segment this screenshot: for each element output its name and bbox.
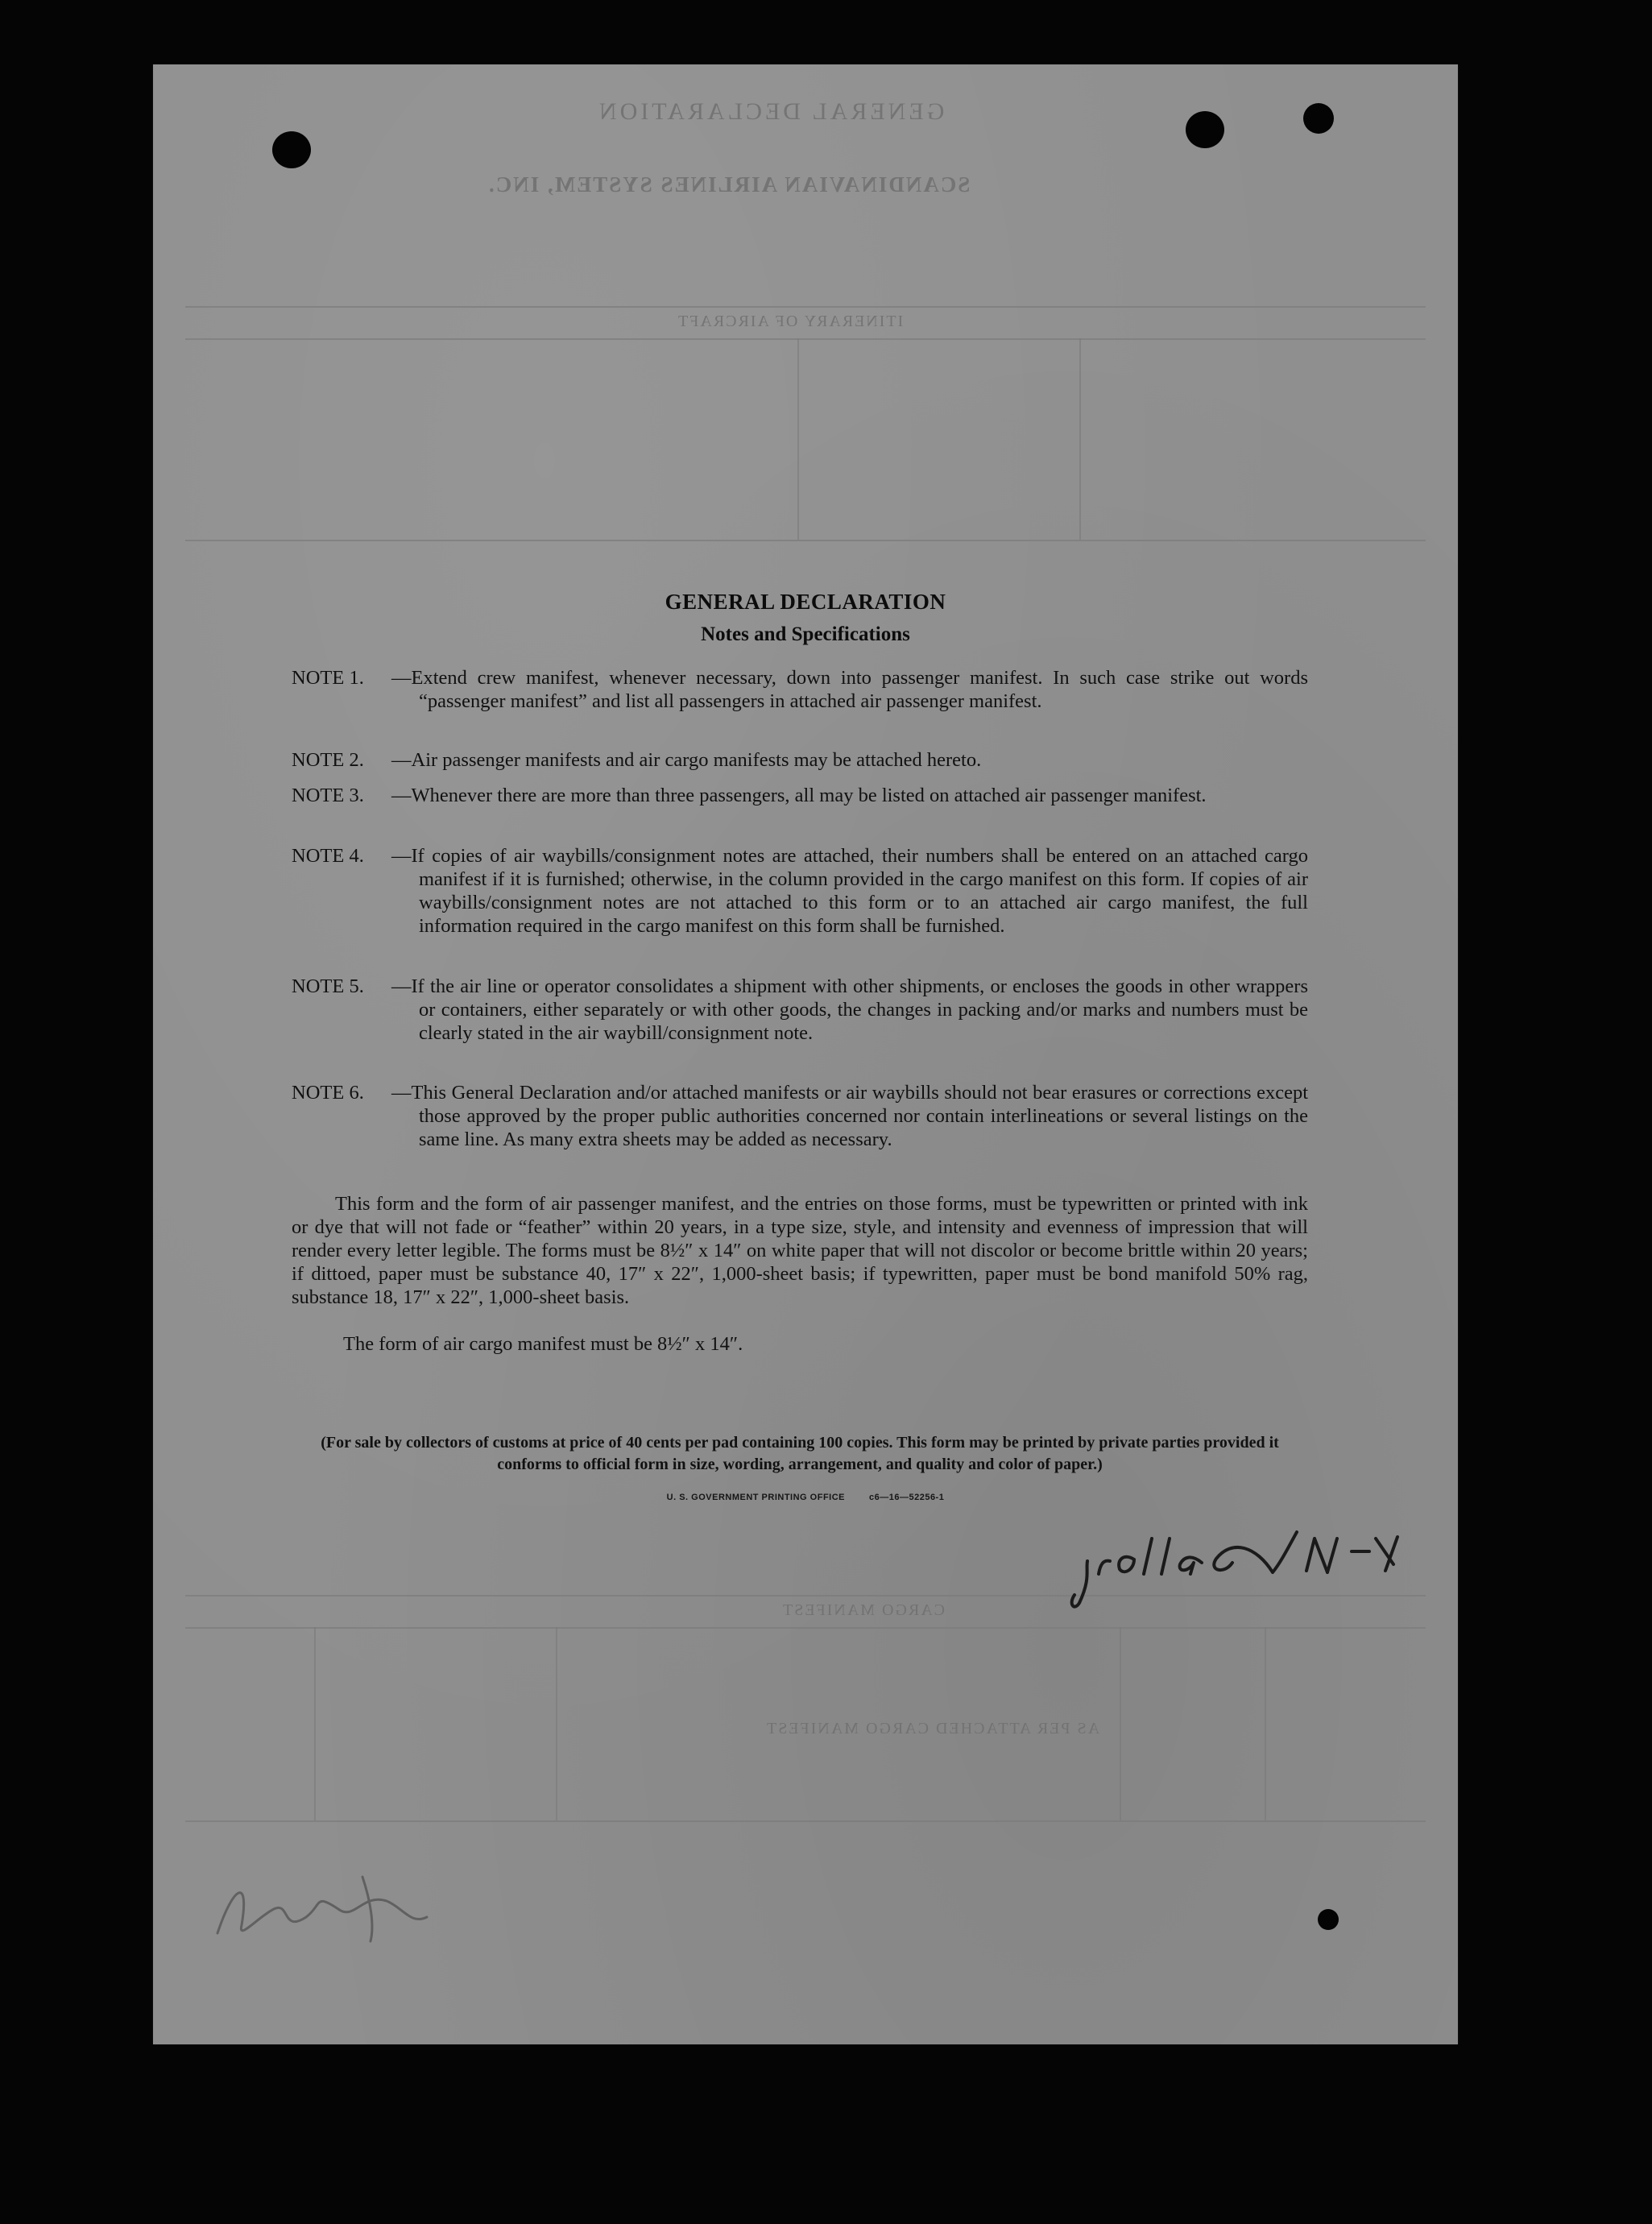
note-text: —If the air line or operator consolidates a shipment with other shipments, or encloses the goods in other wrappers or containers, either separately or with other goods, the changes in packing and/or marks and numbers must be clearly stated in the air waybill/consignment note. xyxy=(391,975,1308,1044)
document-page xyxy=(153,64,1458,2044)
printer-name: U. S. GOVERNMENT PRINTING OFFICE xyxy=(666,1493,845,1502)
note-text: —Whenever there are more than three passengers, all may be listed on attached air passenger manifest. xyxy=(391,785,1207,806)
note-label: NOTE 4. xyxy=(292,845,364,867)
printer-code: c6—16—52256-1 xyxy=(869,1493,945,1502)
bleed-through-title: GENERAL DECLARATION xyxy=(596,98,945,125)
bleed-through-attached: AS PER ATTACHED CARGO MANIFEST xyxy=(765,1720,1100,1737)
bleed-through-itinerary: ITINERARY OF AIRCRAFT xyxy=(677,313,904,330)
bleed-through-cargo: CARGO MANIFEST xyxy=(781,1601,946,1619)
faint-signature xyxy=(201,1861,443,1949)
document-subtitle: Notes and Specifications xyxy=(701,623,910,645)
bleed-through-owner: SCANDINAVIAN AIRLINES SYSTEM, INC. xyxy=(487,172,971,197)
note-text: —Extend crew manifest, whenever necessary, down into passenger manifest. In such case strike out words “passenger manifest” and list all passengers in attached air passenger manifest. xyxy=(391,667,1308,712)
cargo-manifest-size-note: The form of air cargo manifest must be 8½″ x 14″. xyxy=(343,1333,743,1355)
note-3 xyxy=(292,784,1308,807)
note-text: —This General Declaration and/or attached manifests or air waybills should not bear erasures or corrections except those approved by the proper public authorities concerned nor contain interlineations or several listings on the same line. As many extra sheets may be added as necessary. xyxy=(391,1082,1308,1150)
note-label: NOTE 2. xyxy=(292,749,364,771)
note-6 xyxy=(292,1081,1308,1151)
notes-section xyxy=(153,64,1458,2044)
sale-notice: (For sale by collectors of customs at price of 40 cents per pad containing 100 copies. This form may be printed by private parties provided it conforms to official form in size, wording, arrangement, and quality and color of paper.) xyxy=(321,1434,1279,1473)
specification-paragraph: This form and the form of air passenger manifest, and the entries on those forms, must be typewritten or printed with ink or dye that will not fade or “feather” within 20 years, in a type size, style, and intensity and evenness of impression that will render every letter legible. The forms must be 8½″ x 14″ on white paper that will not discolor or become brittle within 20 years; if dittoed, paper must be substance 40, 17″ x 22″, 1,000-sheet basis; if typewritten, paper must be bond manifold 50% rag, substance 18, 17″ x 22″, 1,000-sheet basis. xyxy=(292,1193,1308,1308)
note-label: NOTE 3. xyxy=(292,785,364,806)
document-title: GENERAL DECLARATION xyxy=(665,590,946,614)
note-label: NOTE 6. xyxy=(292,1082,364,1104)
note-2 xyxy=(292,748,1308,772)
note-1 xyxy=(292,666,1308,713)
note-text: —Air passenger manifests and air cargo manifests may be attached hereto. xyxy=(391,749,982,771)
note-text: —If copies of air waybills/consignment notes are attached, their numbers shall be entered on an attached cargo manifest if it is furnished; otherwise, in the column provided in the cargo manifest on this form. If copies of air waybills/consignment notes are not attached to this form or to an attached air cargo manifest, the full information required in the cargo manifest on this form shall be furnished. xyxy=(391,845,1308,937)
note-label: NOTE 5. xyxy=(292,975,364,997)
note-label: NOTE 1. xyxy=(292,667,364,689)
printer-imprint xyxy=(153,1493,1458,1502)
note-5 xyxy=(292,975,1308,1045)
handwritten-signature xyxy=(991,1514,1410,1619)
note-4 xyxy=(292,844,1308,938)
